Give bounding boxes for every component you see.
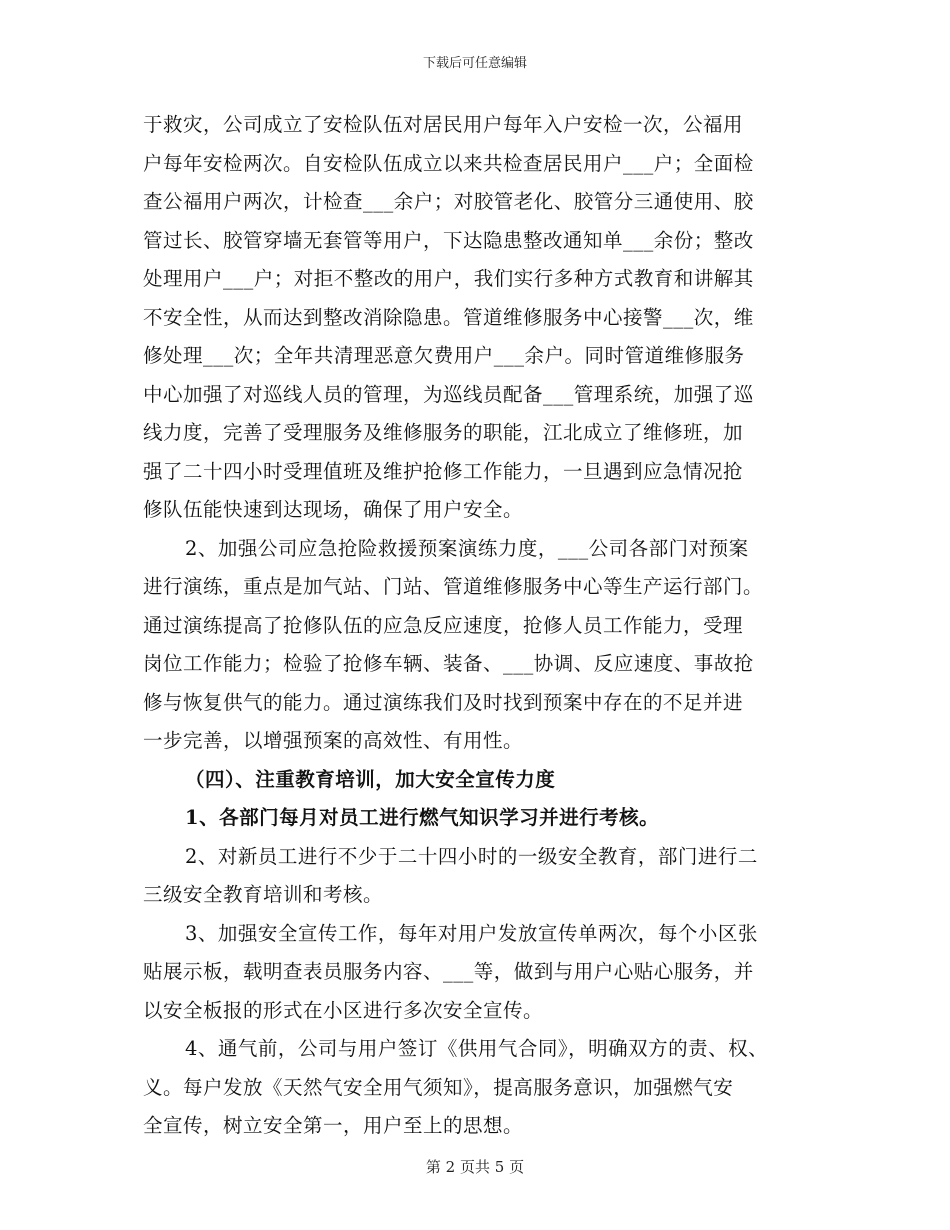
paragraph-start-line: 3、加强安全宣传工作，每年对用户发放宣传单两次，每个小区张 <box>185 921 758 945</box>
body-line: 修与恢复供气的能力。通过演练我们及时找到预案中存在的不足并进 <box>143 690 744 714</box>
body-line: 中心加强了对巡线人员的管理，为巡线员配备___管理系统，加强了巡 <box>143 382 754 406</box>
bold-item-heading: 1、各部门每月对员工进行燃气知识学习并进行考核。 <box>185 806 660 829</box>
paragraph-start-line: 4、通气前，公司与用户签订《供用气合同》，明确双方的责、权、 <box>185 1037 769 1060</box>
body-line: 岗位工作能力；检验了抢修车辆、装备、___协调、反应速度、事故抢 <box>143 652 754 675</box>
body-line: 全宣传，树立安全第一，用户至上的思想。 <box>143 1114 524 1137</box>
body-line: 不安全性，从而达到整改消除隐患。管道维修服务中心接警___次，维 <box>143 305 754 329</box>
body-line: 管过长、胶管穿墙无套管等用户，下达隐患整改通知单___余份；整改 <box>143 228 754 252</box>
body-line: 三级安全教育培训和考核。 <box>143 883 384 906</box>
paragraph-start-line: 2、对新员工进行不少于二十四小时的一级安全教育，部门进行二 <box>185 844 758 868</box>
section-heading: （四）、注重教育培训，加大安全宣传力度 <box>185 767 556 791</box>
page-footer: 第 2 页共 5 页 <box>425 1158 525 1176</box>
body-line: 一步完善，以增强预案的高效性、有用性。 <box>143 729 524 752</box>
body-line: 义。每户发放《天然气安全用气须知》，提高服务意识，加强燃气安 <box>143 1075 734 1099</box>
body-line: 进行演练，重点是加气站、门站、管道维修服务中心等生产运行部门。 <box>143 575 764 598</box>
body-line: 通过演练提高了抢修队伍的应急反应速度，抢修人员工作能力，受理 <box>143 613 744 637</box>
body-line: 修处理___次；全年共清理恶意欠费用户___余户。同时管道维修服务 <box>143 344 745 367</box>
page-header: 下载后可任意编辑 <box>422 56 527 71</box>
body-line: 户每年安检两次。自安检队伍成立以来共检查居民用户___户；全面检 <box>143 151 754 175</box>
body-line: 于救灾，公司成立了安检队伍对居民用户每年入户安检一次，公福用 <box>143 113 744 136</box>
body-line: 贴展示板，载明查表员服务内容、___等，做到与用户心贴心服务，并 <box>143 960 754 983</box>
body-line: 处理用户___户；对拒不整改的用户，我们实行多种方式教育和讲解其 <box>143 267 754 290</box>
body-line: 修队伍能快速到达现场，确保了用户安全。 <box>143 498 524 521</box>
body-line: 以安全板报的形式在小区进行多次安全宣传。 <box>143 998 544 1022</box>
body-line: 线力度，完善了受理服务及维修服务的职能，江北成立了维修班，加 <box>143 421 744 444</box>
body-line: 查公福用户两次，计检查___余户；对胶管老化、胶管分三通使用、胶 <box>143 190 754 213</box>
paragraph-start-line: 2、加强公司应急抢险救援预案演练力度，___公司各部门对预案 <box>185 536 749 560</box>
document-body <box>143 106 843 1146</box>
body-line: 强了二十四小时受理值班及维护抢修工作能力，一旦遇到应急情况抢 <box>143 459 744 483</box>
